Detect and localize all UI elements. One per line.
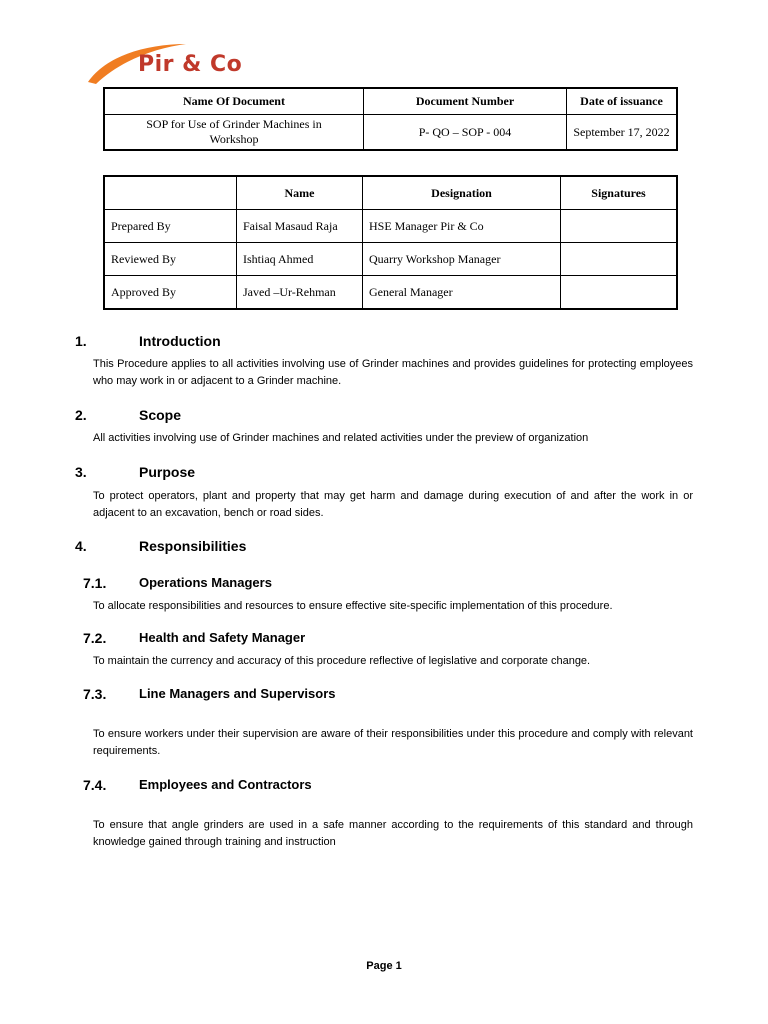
doc-header-number: Document Number — [364, 88, 567, 115]
section-number: 4. — [75, 538, 87, 554]
doc-header-date: Date of issuance — [567, 88, 678, 115]
subsection-body-operations-managers: To allocate responsibilities and resources to ensure effective site-specific implementation of this procedure. — [93, 600, 613, 612]
subsection-body-hs-manager: To maintain the currency and accuracy of this procedure reflective of legislative and corporate change. — [93, 655, 591, 667]
document-info-table — [103, 87, 678, 151]
subsection-number: 7.4. — [83, 777, 107, 793]
subsection-title: Employees and Contractors — [139, 777, 312, 792]
sig-header-designation: Designation — [363, 176, 561, 210]
name-cell: Javed –Ur-Rehman — [237, 276, 363, 310]
subsection-number: 7.2. — [83, 630, 107, 646]
subsection-body-employees: To ensure that angle grinders are used in a safe manner according to the requirements of this standard and through knowledge gained through training and instruction — [93, 819, 693, 848]
name-cell: Ishtiaq Ahmed — [237, 243, 363, 276]
section-body-introduction: This Procedure applies to all activities involving use of Grinder machines and provides guidelines for protecting employees who may work in or adjacent to a Grinder machine. — [93, 358, 693, 387]
logo-text: Pir & Co — [138, 52, 243, 77]
signature-cell — [561, 243, 678, 276]
role-cell: Reviewed By — [104, 243, 237, 276]
section-number: 3. — [75, 464, 87, 480]
sig-header-signatures: Signatures — [561, 176, 678, 210]
section-title: Scope — [139, 407, 182, 423]
subsection-title: Line Managers and Supervisors — [139, 686, 336, 701]
section-number: 2. — [75, 407, 87, 423]
signature-cell — [561, 210, 678, 243]
subsection-number: 7.1. — [83, 575, 107, 591]
designation-cell: General Manager — [363, 276, 561, 310]
signature-cell — [561, 276, 678, 310]
role-cell: Prepared By — [104, 210, 237, 243]
document-name: SOP for Use of Grinder Machines in Workshop — [104, 115, 364, 151]
section-body-purpose: To protect operators, plant and property that may get harm and damage during execution of and after the work in or adjacent to an excavation, bench or road sides. — [93, 490, 693, 519]
page-number: Page 1 — [366, 960, 402, 972]
subsection-body-line-managers: To ensure workers under their supervision are aware of their responsibilities under this procedure and comply with relevant requirements. — [93, 728, 693, 757]
subsection-title: Operations Managers — [139, 575, 272, 590]
sig-header-name: Name — [237, 176, 363, 210]
section-title: Purpose — [139, 464, 196, 480]
section-title: Introduction — [139, 333, 221, 349]
designation-cell: Quarry Workshop Manager — [363, 243, 561, 276]
date-of-issuance: September 17, 2022 — [567, 115, 678, 151]
document-number: P- QO – SOP - 004 — [364, 115, 567, 151]
role-cell: Approved By — [104, 276, 237, 310]
approval-table — [103, 175, 678, 310]
table-row — [104, 276, 677, 310]
name-cell: Faisal Masaud Raja — [237, 210, 363, 243]
subsection-title: Health and Safety Manager — [139, 630, 306, 645]
section-number: 1. — [75, 333, 87, 349]
table-row — [104, 243, 677, 276]
table-row — [104, 210, 677, 243]
doc-header-name: Name Of Document — [104, 88, 364, 115]
subsection-number: 7.3. — [83, 686, 107, 702]
section-body-scope: All activities involving use of Grinder machines and related activities under the preview of organization — [93, 432, 589, 444]
section-title: Responsibilities — [139, 538, 247, 554]
sig-header-blank — [104, 176, 237, 210]
designation-cell: HSE Manager Pir & Co — [363, 210, 561, 243]
